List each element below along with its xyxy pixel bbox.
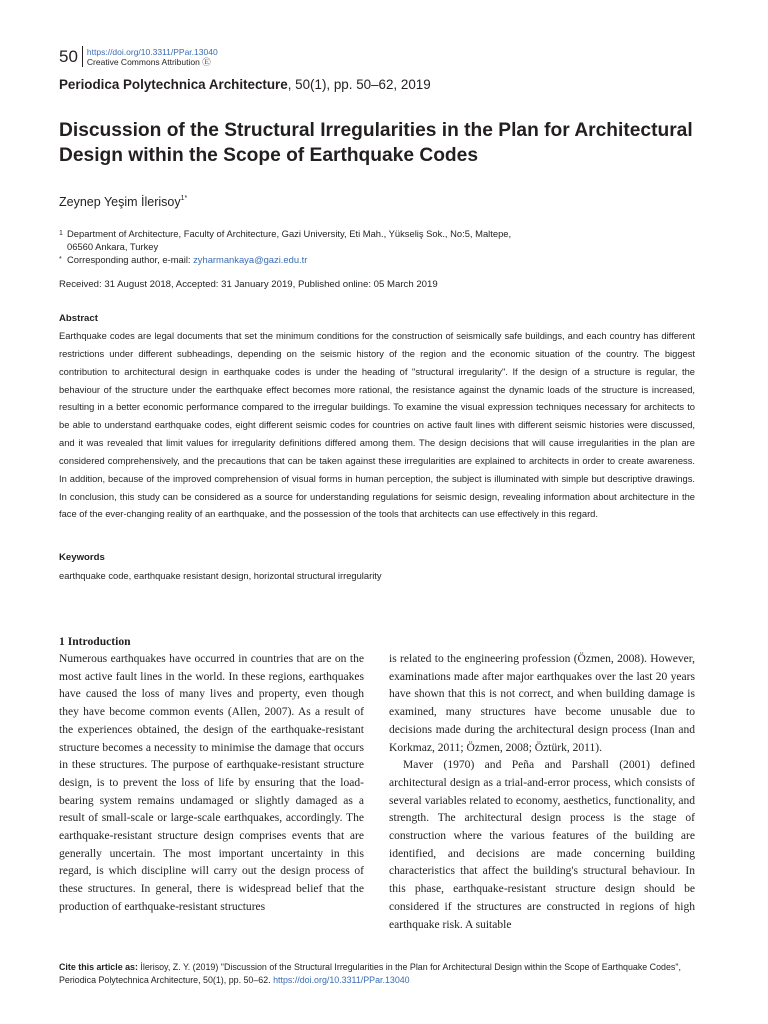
- corresponding-mark: *: [59, 256, 62, 263]
- citation-label: Cite this article as:: [59, 962, 138, 972]
- author-name: Zeynep Yeşim İlerisoy: [59, 195, 181, 209]
- affiliation-line-1: Department of Architecture, Faculty of Architecture, Gazi University, Eti Mah., Yükseliş Sok., No:5, Maltepe,: [67, 228, 512, 239]
- corresponding-author: [59, 254, 307, 267]
- affiliation-1: [59, 228, 511, 253]
- author-line: [59, 190, 187, 211]
- section-heading-introduction: 1 Introduction: [59, 635, 131, 648]
- journal-citation: [59, 76, 431, 94]
- journal-name: Periodica Polytechnica Architecture: [59, 77, 288, 92]
- citation-text: İlerisoy, Z. Y. (2019) "Discussion of the Structural Irregularities in the Plan for Architectural Design within the Scope of Earthquake Codes", Periodica Polytechnica Architecture, 50(1), pp. 50–62.: [59, 962, 681, 985]
- intro-paragraph-2: Maver (1970) and Peña and Parshall (2001) defined architectural design as a trial-and-error process, which consists of several variables related to economy, aesthetics, functionality, and strength. The architectural design process is the stage of construction where the various features of the building are identified, and decisions are made concerning building characteristics that affect the building's structural behaviour. In this phase, earthquake-resistant structure design should be considered if the structures are constructed in regions of high earthquake risk. A suitable: [389, 759, 695, 931]
- intro-paragraph-1-continued: is related to the engineering profession (Özmen, 2008). However, examinations made after major earthquakes over the last 20 years have shown that this is not correct, and when building damage is examined, many structures have become unusable due to decisions made during the architectural design process (Inan and Korkmaz, 2011; Özmen, 2008; Öztürk, 2011).: [389, 653, 695, 754]
- header-doi-link[interactable]: https://doi.org/10.3311/PPar.13040: [86, 47, 218, 57]
- citation-doi-link[interactable]: https://doi.org/10.3311/PPar.13040: [273, 974, 410, 985]
- license-text: Creative Commons Attribution: [86, 57, 200, 67]
- journal-details: , 50(1), pp. 50–62, 2019: [287, 77, 431, 92]
- left-column: [59, 651, 364, 917]
- affiliation-mark: 1: [59, 230, 63, 237]
- affiliation-line-2: 06560 Ankara, Turkey: [67, 240, 159, 252]
- publication-dates: Received: 31 August 2018, Accepted: 31 January 2019, Published online: 05 March 2019: [59, 279, 438, 290]
- keywords-heading: Keywords: [59, 552, 105, 563]
- keywords-text: earthquake code, earthquake resistant design, horizontal structural irregularity: [59, 571, 382, 581]
- citation-footer: [59, 961, 709, 986]
- intro-paragraph-1: Numerous earthquakes have occurred in countries that are on the most active fault lines in the world. In these regions, earthquakes have caused the loss of many lives and property, even though they have become common events (Allen, 2007). As a result of the experiences obtained, the design of the earthquake-resistant structure becomes a necessity to minimise the damage that occurs in these structures. The purpose of earthquake-resistant structure design, is to prevent the loss of life by ensuring that the load-bearing system remains undamaged or slightly damaged as a result of small-scale or large-scale earthquakes, accordingly. The earthquake-resistant structure design comprises events that are generally uncertain. The most important uncertainty in this regard, is which discipline will carry out the design process of these structures. In general, there is widespread belief that the production of earthquake-resistant structures: [59, 653, 364, 913]
- abstract-heading: Abstract: [59, 313, 98, 324]
- page-number: 50: [59, 46, 83, 67]
- article-title: Discussion of the Structural Irregularities in the Plan for Architectural Design within the Scope of Earthquake Codes: [59, 120, 693, 166]
- cc-by-icon: Ⓔ: [202, 57, 211, 67]
- corresponding-email-link[interactable]: zyharmankaya@gazi.edu.tr: [193, 254, 308, 265]
- page-header: [59, 46, 218, 67]
- header-meta: [83, 46, 218, 67]
- corresponding-label: Corresponding author, e-mail:: [67, 254, 194, 265]
- abstract-text: Earthquake codes are legal documents that set the minimum conditions for the construction of seismically safe buildings, and each country has different restrictions under different subheadings, depending on the seismic history of the region and the economic situation of the country. The biggest contribution to architectural design in earthquake codes is under the heading of "structural irregularity". If the design of a structure is regular, the behaviour of the structure under the earthquake effect becomes more rational, the resistance against the dynamic loads of the structure is increased, resulting in a better economic performance compared to the irregular buildings. To examine the visual expression techniques necessary for architects to be able to understand earthquake codes, eight different seismic codes for countries on active fault lines with different seismic histories were discussed, and it was revealed that limit values for irregularity definitions differed among them. The design decisions that will cause irregularities in the plan are considered comprehensively, and the precautions that can be taken against these irregularities are explained to architects in order to create awareness. In addition, because of the improved comprehension of visual forms in human perception, the subject is illuminated with simple but descriptive drawings. In conclusion, this study can be considered as a source for understanding regulations for seismic design, revealing information about architecture in the face of the ever-changing reality of an earthquake, and the possession of the tools that architects can use effectively in this regard.: [59, 331, 695, 520]
- right-column: [389, 651, 695, 934]
- author-marks: 1*: [180, 195, 188, 202]
- license-line: [87, 57, 218, 67]
